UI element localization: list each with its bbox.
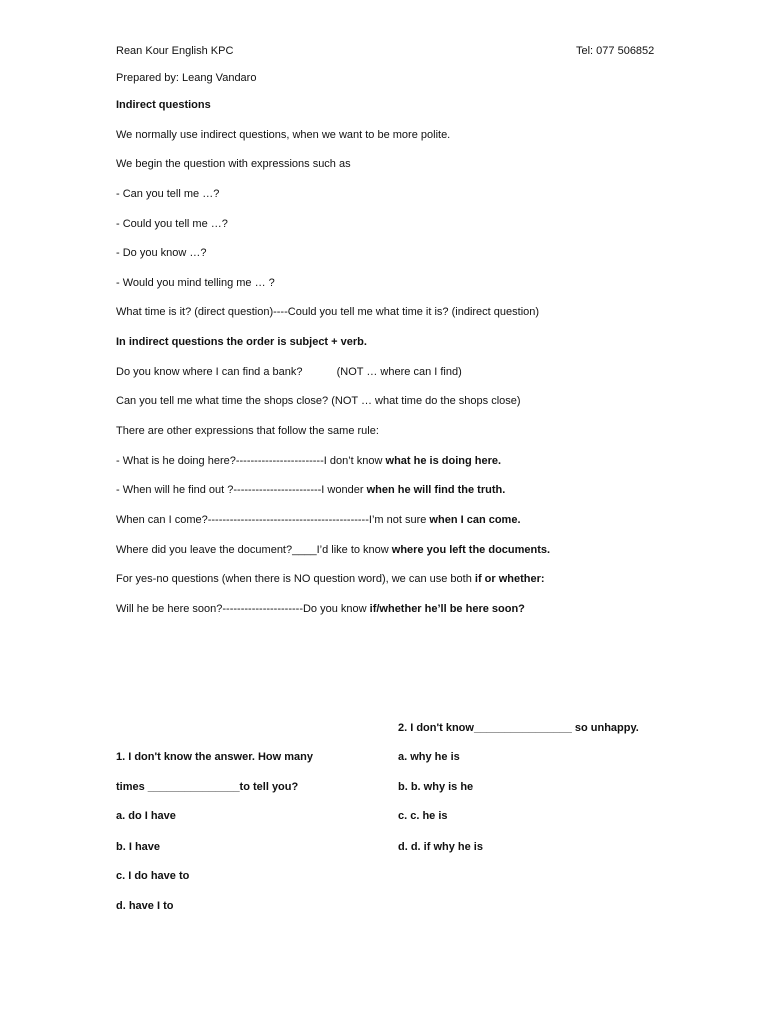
page-title: Indirect questions bbox=[116, 99, 211, 111]
example-document-text: Where did you leave the document?____I’d like to know bbox=[116, 544, 392, 556]
body-line-2: We begin the question with expressions such as bbox=[116, 158, 351, 170]
example-bank bbox=[116, 365, 462, 379]
question-1-stem-line-2: times _______________to tell you? bbox=[116, 781, 299, 793]
example-bank-text: Do you know where I can find a bank? bbox=[116, 366, 303, 378]
question-1-option-b: b. I have bbox=[116, 841, 161, 853]
example-direct-indirect: What time is it? (direct question)----Could you tell me what time it is? (indirect question) bbox=[116, 306, 540, 318]
expression-1: - Can you tell me …? bbox=[116, 188, 220, 200]
expression-3: - Do you know …? bbox=[116, 247, 207, 259]
expression-2: - Could you tell me …? bbox=[116, 218, 228, 230]
example-document bbox=[116, 543, 550, 557]
question-2-option-d: d. d. if why he is bbox=[398, 841, 483, 853]
example-doing-bold: what he is doing here. bbox=[385, 455, 502, 467]
question-2-option-b: b. b. why is he bbox=[398, 781, 474, 793]
header-phone: Tel: 077 506852 bbox=[576, 45, 655, 57]
example-come-text: When can I come?--------------------------------------------I’m not sure bbox=[116, 514, 430, 526]
question-2-option-c: c. c. he is bbox=[398, 810, 448, 822]
other-expressions: There are other expressions that follow the same rule: bbox=[116, 425, 379, 437]
example-soon bbox=[116, 602, 525, 616]
example-bank-note: (NOT … where can I find) bbox=[336, 366, 462, 378]
question-1-option-a: a. do I have bbox=[116, 810, 176, 822]
example-come-bold: when I can come. bbox=[429, 514, 521, 526]
body-line-1: We normally use indirect questions, when we want to be more polite. bbox=[116, 129, 451, 141]
example-doing bbox=[116, 454, 501, 468]
example-find-out bbox=[116, 483, 505, 497]
example-find-out-bold: when he will find the truth. bbox=[366, 484, 506, 496]
expression-4: - Would you mind telling me … ? bbox=[116, 277, 275, 289]
example-soon-text: Will he be here soon?----------------------Do you know bbox=[116, 603, 370, 615]
question-2-option-a: a. why he is bbox=[398, 751, 460, 763]
question-1-option-c: c. I do have to bbox=[116, 870, 190, 882]
yes-no-rule bbox=[116, 572, 545, 586]
example-shops: Can you tell me what time the shops close? (NOT … what time do the shops close) bbox=[116, 395, 521, 407]
example-come bbox=[116, 513, 521, 527]
example-find-out-text: - When will he find out ?------------------------I wonder bbox=[116, 484, 367, 496]
question-2-stem: 2. I don't know________________ so unhappy. bbox=[398, 722, 639, 734]
prepared-by: Prepared by: Leang Vandaro bbox=[116, 72, 257, 84]
question-1-option-d: d. have I to bbox=[116, 900, 174, 912]
header-left-text: Rean Kour English KPC bbox=[116, 45, 234, 57]
rule-subject-verb: In indirect questions the order is subject + verb. bbox=[116, 336, 367, 348]
example-doing-text: - What is he doing here?------------------------I don’t know bbox=[116, 455, 386, 467]
yes-no-rule-bold: if or whether: bbox=[474, 573, 545, 585]
question-1-stem-line-1: 1. I don't know the answer. How many bbox=[116, 751, 313, 763]
example-soon-bold: if/whether he’ll be here soon? bbox=[369, 603, 525, 615]
example-document-bold: where you left the documents. bbox=[391, 544, 551, 556]
yes-no-rule-text: For yes-no questions (when there is NO question word), we can use both bbox=[116, 573, 475, 585]
